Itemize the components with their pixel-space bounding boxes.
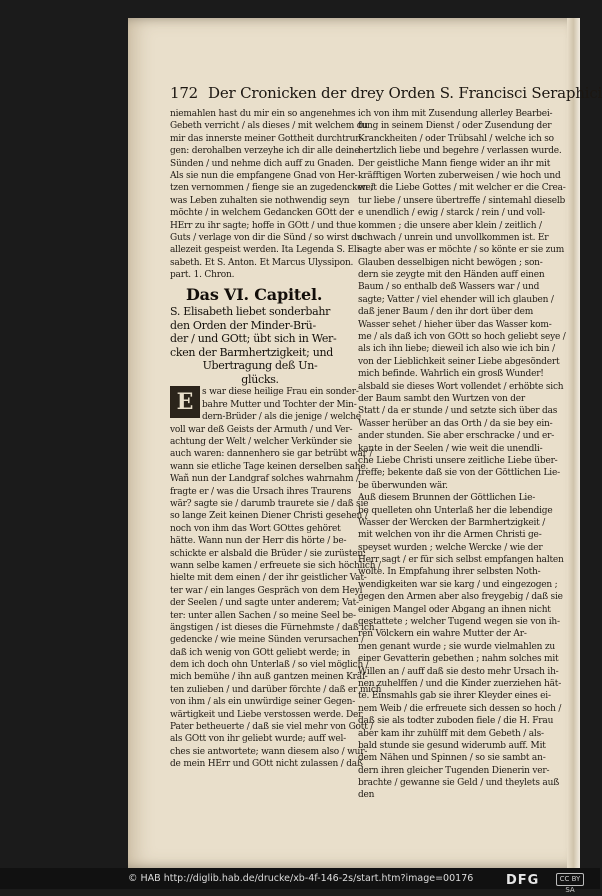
text-line: Wasser herüber an das Orth / da sie bey ein-	[358, 418, 553, 429]
text-line: Als sie nun die empfangene Gnad von Her-	[170, 170, 358, 181]
text-line: der Seelen / und sagte unter anderem; Vat-	[170, 598, 359, 609]
text-line: wär? sagte sie / darumb traurete sie / daß sie	[170, 498, 369, 509]
text-line: den	[358, 790, 375, 801]
text-line: Gebeth verricht / als dieses / mit welchem du	[170, 121, 368, 132]
left-column	[170, 108, 382, 770]
text-line: me / als daß ich von GOtt so hoch geliebt seye /	[358, 332, 566, 343]
text-line: hertzlich liebe und begehre / verlassen wurde.	[358, 146, 562, 157]
text-line: wärtigkeit und Liebe verstossen werde. Der	[170, 709, 363, 720]
left-column-body-text	[170, 424, 382, 771]
text-line: Der geistliche Mann fienge wider an ihr mit	[358, 158, 551, 169]
text-line: von der Lieblichkeit seiner Liebe abgesöndert	[358, 356, 560, 367]
text-line: Statt / da er stunde / und setzte sich über das	[358, 406, 558, 417]
text-line: Kranckheiten / oder Trübsahl / welche ich so	[358, 133, 554, 144]
text-line: als ich ihn liebe; dieweil ich also wie ich bin /	[358, 344, 555, 355]
text-line: treffe; bekente daß sie von der Göttlichen Lie-	[358, 468, 560, 479]
text-line: alsbald sie dieses Wort vollendet / erhöbte sich	[358, 381, 564, 392]
text-line: che Liebe Christi unsere zeitliche Liebe über-	[358, 455, 558, 466]
text-line: Pater betheuerte / daß sie viel mehr von Gott /	[170, 722, 374, 733]
text-line: ich von ihm mit Zusendung allerley Bearbei-	[358, 109, 553, 119]
right-column	[358, 108, 566, 801]
text-line: speyset wurden ; welche Wercke / wie der	[358, 542, 543, 553]
chapter-subtitle-line: den Orden der Minder-Brü-	[170, 318, 316, 332]
running-title: Der Cronicken der drey Orden S. Francisci Seraphici	[208, 84, 602, 102]
chapter-opening	[170, 386, 361, 423]
text-line: mich bemühe / ihn auß gantzen meinen Kräf-	[170, 672, 368, 683]
text-line: achtung der Welt / welcher Verkünder sie	[170, 437, 353, 448]
text-line: wann sie etliche Tage keinen derselben sahe.	[170, 461, 369, 472]
text-line: gegen den Armen aber also freygebig / daß sie	[358, 592, 563, 603]
text-line: sabeth. Et S. Anton. Et Marcus Ulyssipon.	[170, 257, 354, 268]
text-line: gedencke / wie meine Sünden verursachen /	[170, 635, 364, 646]
text-line: brachte / gewanne sie Geld / und theylets auß	[358, 778, 560, 789]
text-line: noch von ihm das Wort GOttes gehöret	[170, 523, 341, 534]
text-line: s war diese heilige Frau ein sonder-	[202, 387, 359, 398]
text-line: nem Weib / die erfreuete sich dessen so hoch /	[358, 703, 562, 714]
text-line: fragte er / was die Ursach ihres Traurens	[170, 486, 351, 497]
text-line: hielte mit dem einen / der ihr geistlicher Vat-	[170, 573, 367, 584]
text-line: ängstigen / ist dieses die Fürnehmste / daß ich	[170, 622, 375, 633]
text-line: daß jener Baum / den ihr dort über dem	[358, 307, 534, 318]
text-line: gen: derohalben verzeyhe ich dir alle deine	[170, 146, 360, 157]
text-line: mit welchen von ihr die Armen Christi ge-	[358, 530, 542, 541]
text-line: tzen vernommen / fienge sie an zugedencken /	[170, 183, 374, 194]
text-line: tur liebe / unsere übertreffe / sintemahl dieselb	[358, 195, 566, 206]
text-line: Guts / verlage von dir die Sünd / so wirst du	[170, 232, 363, 243]
chapter-subtitle-line: cken der Barmhertzigkeit; und	[170, 345, 334, 359]
text-line: dem Nähen und Spinnen / so sie sambt an-	[358, 753, 546, 764]
text-line: kommen ; die unsere aber klein / zeitlich /	[358, 220, 542, 231]
text-line: dem ich doch ohn Unterlaß / so viel möglich /	[170, 660, 369, 671]
chapter-subtitle-line: S. Elisabeth liebet sonderbahr	[170, 305, 331, 319]
chapter-title: Das VI. Capitel.	[186, 285, 323, 305]
text-line: Willen an / auff daß sie desto mehr Ursach ih-	[358, 666, 559, 677]
text-line: mir das innerste meiner Gottheit durchtrun-	[170, 133, 364, 144]
text-line: schwach / unrein und unvollkommen ist. Er	[358, 232, 549, 243]
text-line: HErr zu ihr sagte; hoffe in GOtt / und thue	[170, 220, 357, 231]
text-line: men genant wurde ; sie wurde vielmahlen zu	[358, 641, 555, 652]
text-line: aber kam ihr zuhülff mit dem Gebeth / als-	[358, 728, 544, 739]
text-line: part. 1. Chron.	[170, 270, 235, 281]
text-line: nen zuhelffen / und die Kinder zuerziehen hät-	[358, 678, 562, 689]
text-line: Baum / so enthalb deß Wassers war / und	[358, 282, 540, 293]
decorated-initial: E	[170, 386, 200, 418]
text-line: Wasser sehet / hieher über das Wasser kom-	[358, 319, 552, 330]
text-line: te. Einsmahls gab sie ihrer Kleyder eines ei-	[358, 691, 551, 702]
text-line: allezeit gespeist werden. Ita Legenda S. Eli-	[170, 245, 363, 256]
text-line: der Baum sambt den Wurtzen von der	[358, 393, 525, 404]
chapter-subtitle-line: Ubertragung deß Un-	[202, 359, 318, 373]
page-number: 172	[170, 84, 199, 102]
dfg-logo: DFG	[506, 873, 540, 888]
text-line: de mein HErr und GOtt nicht zulassen / daß	[170, 759, 363, 770]
chapter-subtitle	[170, 305, 350, 386]
text-line: wolte. In Empfahung ihrer selbsten Noth-	[358, 567, 541, 578]
text-line: daß sie als todter zuboden fiele / die H. Frau	[358, 716, 554, 727]
text-line: wann selbe kamen / erfreuete sie sich höchlich /	[170, 560, 381, 571]
text-line: niemahlen hast du mir ein so angenehmes	[170, 109, 356, 119]
right-column-text	[358, 108, 566, 802]
text-line: ander stunden. Sie aber erschracke / und er-	[358, 431, 555, 442]
text-line: ten zulieben / und darüber förchte / daß er mich	[170, 684, 382, 695]
text-line: daß ich wenig von GOtt geliebt werde; in	[170, 647, 351, 658]
text-line: gestattete ; welcher Tugend wegen sie von ih-	[358, 617, 560, 628]
text-line: bahre Mutter und Tochter der Min-	[202, 399, 357, 410]
text-line: Glauben desselbigen nicht bewögen ; son-	[358, 257, 543, 268]
text-line: tung in seinem Dienst / oder Zusendung der	[358, 121, 552, 132]
text-line: ter war / ein langes Gespräch von dem Heyl	[170, 585, 363, 596]
page-edge	[567, 18, 580, 868]
text-line: einigen Mangel oder Abgang an ihnen nicht	[358, 604, 551, 615]
running-header	[170, 84, 602, 108]
chapter-subtitle-line: glücks.	[241, 372, 279, 386]
text-line: Wasser der Wercken der Barmhertzigkeit /	[358, 517, 546, 528]
text-line: sagte; Vatter / viel ehender will ich glauben /	[358, 294, 554, 305]
text-line: kante in der Seelen / wie weit die unendli-	[358, 443, 543, 454]
text-line: ter: unter allen Sachen / so meine Seel be-	[170, 610, 356, 621]
text-line: Herr sagt / er für sich selbst empfangen halten	[358, 555, 564, 566]
text-line: hätte. Wann nun der Herr dis hörte / be-	[170, 536, 347, 547]
text-line: dern sie zeygte mit den Händen auff einen	[358, 270, 545, 281]
text-line: mich befinde. Wahrlich ein grosß Wunder!	[358, 369, 544, 380]
text-line: bald stunde sie gesund widerumb auff. Mit	[358, 740, 546, 751]
chapter-subtitle-line: der / und GOtt; übt sich in Wer-	[170, 332, 337, 346]
text-line: wendigkeiten war sie karg / und eingezogen ;	[358, 579, 558, 590]
text-line: so lange Zeit keinen Diener Christi gesehen /	[170, 511, 368, 522]
text-line: was Leben zuhalten sie nothwendig seyn	[170, 195, 350, 206]
license-badge: CC BY SA	[556, 873, 584, 886]
text-line: auch waren: dannenhero sie gar betrübt war /	[170, 449, 373, 460]
text-line: schickte er alsbald die Brüder / sie zurüsten;	[170, 548, 366, 559]
text-line: voll war deß Geists der Armuth / und Ver-	[170, 424, 353, 435]
source-credit-link[interactable]: © HAB http://diglib.hab.de/drucke/xb-4f-146-2s/start.htm?image=00176	[128, 873, 474, 884]
left-column-top-text	[170, 108, 374, 281]
text-line: Wañ nun der Landgraf solches wahrnahm /	[170, 474, 359, 485]
viewer-footer	[0, 868, 600, 894]
text-line: kräfftigen Worten zuberweisen / wie hoch und	[358, 170, 561, 181]
text-line: be quelleten ohn Unterlaß her die lebendige	[358, 505, 553, 516]
text-line: von ihm / als ein unwürdige seiner Gegen-	[170, 697, 356, 708]
text-line: sagte aber was er möchte / so könte er sie zum	[358, 245, 565, 256]
text-line: als GOtt von ihr geliebt wurde; auff wel-	[170, 734, 347, 745]
text-line: möchte / in welchem Gedancken GOtt der	[170, 208, 354, 219]
text-line: ren Völckern ein wahre Mutter der Ar-	[358, 629, 527, 640]
text-line: Auß diesem Brunnen der Göttlichen Lie-	[358, 493, 536, 504]
text-line: dern-Brüder / als die jenige / welche	[202, 412, 361, 423]
text-line: Sünden / und nehme dich auff zu Gnaden.	[170, 158, 354, 169]
text-line: e unendlich / ewig / starck / rein / und voll-	[358, 208, 545, 219]
text-line: einer Gevatterin gebethen ; nahm solches mit	[358, 654, 559, 665]
text-line: ches sie antwortete; wann diesem also / wur-	[170, 746, 368, 757]
text-line: dern ihren gleicher Tugenden Dienerin ver-	[358, 765, 550, 776]
text-line: be überwunden wär.	[358, 480, 448, 491]
text-line: weit die Liebe Gottes / mit welcher er die Crea-	[358, 183, 566, 194]
